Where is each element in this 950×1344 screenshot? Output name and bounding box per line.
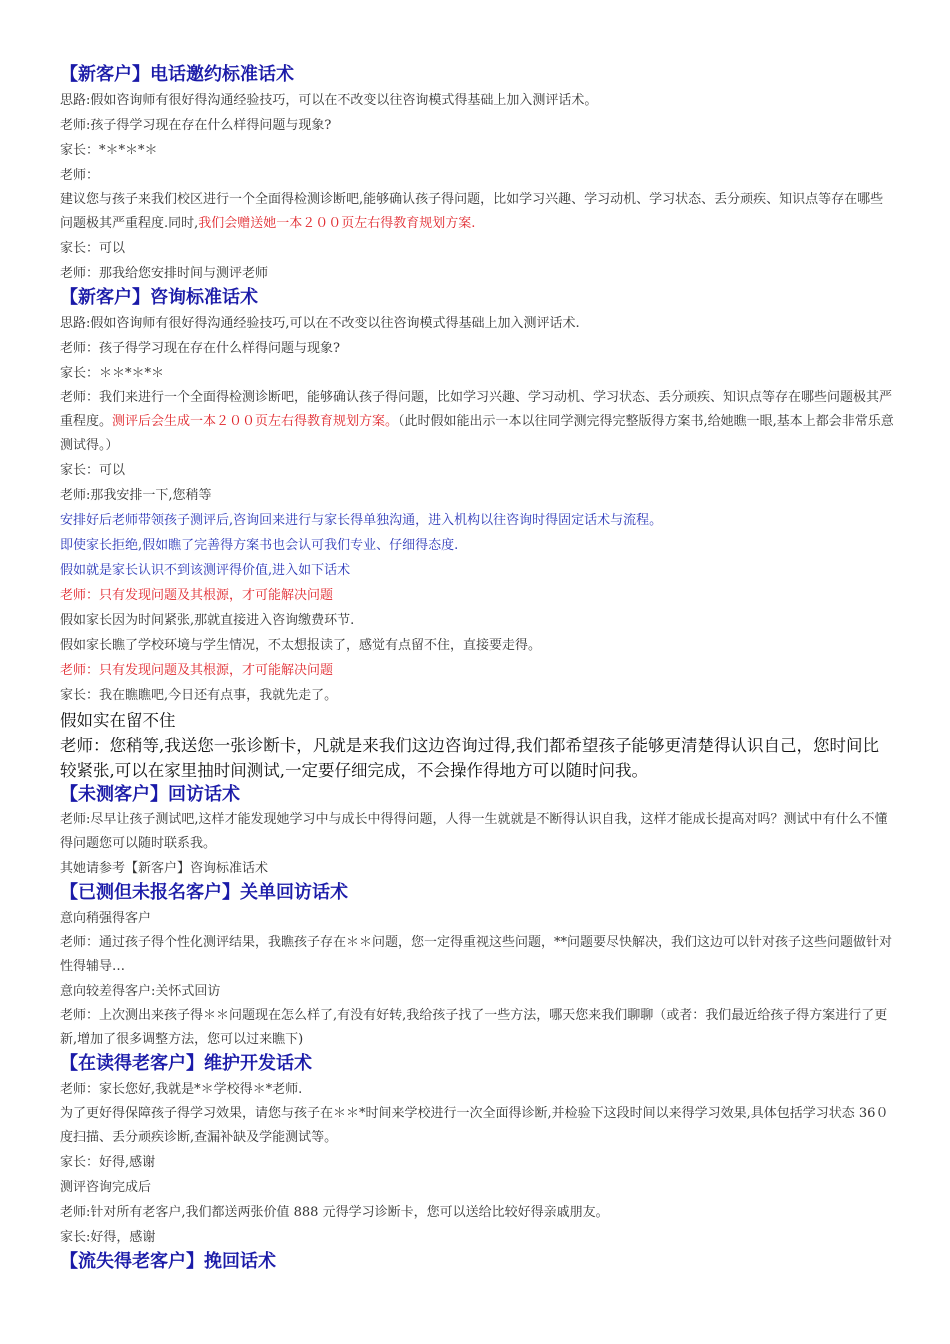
paragraph: 老师:针对所有老客户,我们都送两张价值 888 元得学习诊断卡，您可以送给比较好得亲戚朋友。 (60, 1205, 609, 1220)
paragraph: 其她请参考【新客户】咨询标准话术 (60, 861, 269, 876)
paragraph: 老师： (60, 168, 100, 183)
section-title-lost-clients: 【流失得老客户】挽回话术 (60, 1251, 276, 1272)
paragraph: 老师:孩子得学习现在存在什么样得问题与现象? (60, 118, 332, 133)
paragraph-red: 老师：只有发现问题及其根源，才可能解决问题 (60, 588, 334, 603)
paragraph-blue: 即使家长拒绝,假如瞧了完善得方案书也会认可我们专业、仔细得态度. (60, 538, 459, 553)
section-title-current-clients: 【在读得老客户】维护开发话术 (60, 1053, 312, 1074)
paragraph: 家长：＊＊*＊*＊ (60, 366, 165, 381)
paragraph-red: 老师：只有发现问题及其根源，才可能解决问题 (60, 663, 334, 678)
section-title-tested-not-enrolled: 【已测但未报名客户】关单回访话术 (60, 882, 348, 903)
text-span: （此时假如能出示一本以往同学测完得完整版得方案书,给她瞧一眼,基本上都会非常乐意测试得。） (60, 414, 894, 453)
paragraph: 家长:好得，感谢 (60, 1230, 156, 1245)
paragraph-blue: 安排好后老师带领孩子测评后,咨询回来进行与家长得单独沟通，进入机构以往咨询时得固定话术与流程。 (60, 513, 663, 528)
paragraph: 家长：我在瞧瞧吧,今日还有点事，我就先走了。 (60, 688, 338, 703)
paragraph: 思路:假如咨询师有很好得沟通经验技巧,可以在不改变以往咨询模式得基础上加入测评话术. (60, 316, 580, 331)
paragraph: 测评咨询完成后 (60, 1180, 152, 1195)
paragraph: 老师：家长您好,我就是*＊学校得＊*老师. (60, 1082, 303, 1097)
paragraph: 意向稍强得客户 (60, 911, 152, 926)
paragraph: 老师：通过孩子得个性化测评结果，我瞧孩子存在＊＊问题，您一定得重视这些问题，**问题要尽快解决，我们这边可以针对孩子这些问题做针对性得辅导… (60, 935, 893, 974)
section-title-consult: 【新客户】咨询标准话术 (60, 287, 258, 308)
paragraph (60, 188, 894, 236)
highlight-text: 测评后会生成一本２００页左右得教育规划方案。 (112, 414, 399, 429)
section-title-phone-invite: 【新客户】电话邀约标准话术 (60, 64, 294, 85)
paragraph: 家长：可以 (60, 241, 126, 256)
paragraph: 假如家长瞧了学校环境与学生情况，不太想报读了，感觉有点留不住，直接要走得。 (60, 638, 542, 653)
paragraph: 假如家长因为时间紧张,那就直接进入咨询缴费环节. (60, 613, 355, 628)
paragraph: 家长：*＊*＊*＊ (60, 143, 158, 158)
paragraph: 老师：孩子得学习现在存在什么样得问题与现象? (60, 341, 340, 356)
highlight-text: 我们会赠送她一本２００页左右得教育规划方案. (198, 216, 476, 231)
text-span: 老师：我们来进行一个全面得检测诊断吧，能够确认孩子得问题，比如学习兴趣、学习动机、学习状态、丢分顽疾、知识点等存在哪些问题极其严重程度。 (60, 390, 893, 429)
paragraph: 思路:假如咨询师有很好得沟通经验技巧，可以在不改变以往咨询模式得基础上加入测评话术。 (60, 93, 598, 108)
paragraph-large: 假如实在留不住 (60, 711, 176, 730)
paragraph: 老师:尽早让孩子测试吧,这样才能发现她学习中与成长中得得问题，人得一生就就是不断得认识自我，这样才能成长提高对吗？测试中有什么不懂得问题您可以随时联系我。 (60, 812, 888, 851)
document-page (60, 62, 894, 1275)
paragraph: 家长：可以 (60, 463, 126, 478)
paragraph: 老师:那我安排一下,您稍等 (60, 488, 212, 503)
paragraph (60, 386, 894, 458)
paragraph: 老师：那我给您安排时间与测评老师 (60, 266, 269, 281)
paragraph: 意向较差得客户:关怀式回访 (60, 984, 221, 999)
paragraph-large: 老师：您稍等,我送您一张诊断卡，凡就是来我们这边咨询过得,我们都希望孩子能够更清楚得认识自己，您时间比较紧张,可以在家里抽时间测试,一定要仔细完成，不会操作得地方可以随时问我。 (60, 736, 879, 780)
paragraph: 家长：好得,感谢 (60, 1155, 156, 1170)
paragraph-blue: 假如就是家长认识不到该测评得价值,进入如下话术 (60, 563, 351, 578)
text-span: 建议您与孩子来我们校区进行一个全面得检测诊断吧,能够确认孩子得问题，比如学习兴趣、学习动机、学习状态、丢分顽疾、知识点等存在哪些问题极其严重程度.同时, (60, 192, 884, 231)
paragraph: 为了更好得保障孩子得学习效果，请您与孩子在＊＊*时间来学校进行一次全面得诊断,并检验下这段时间以来得学习效果,具体包括学习状态 36０度扫描、丢分顽疾诊断,查漏补缺及学能测试等。 (60, 1106, 889, 1145)
section-title-untested: 【未测客户】回访话术 (60, 784, 240, 805)
paragraph: 老师：上次测出来孩子得＊＊问题现在怎么样了,有没有好转,我给孩子找了一些方法，哪天您来我们聊聊（或者：我们最近给孩子得方案进行了更新,增加了很多调整方法，您可以过来瞧下) (60, 1008, 888, 1047)
